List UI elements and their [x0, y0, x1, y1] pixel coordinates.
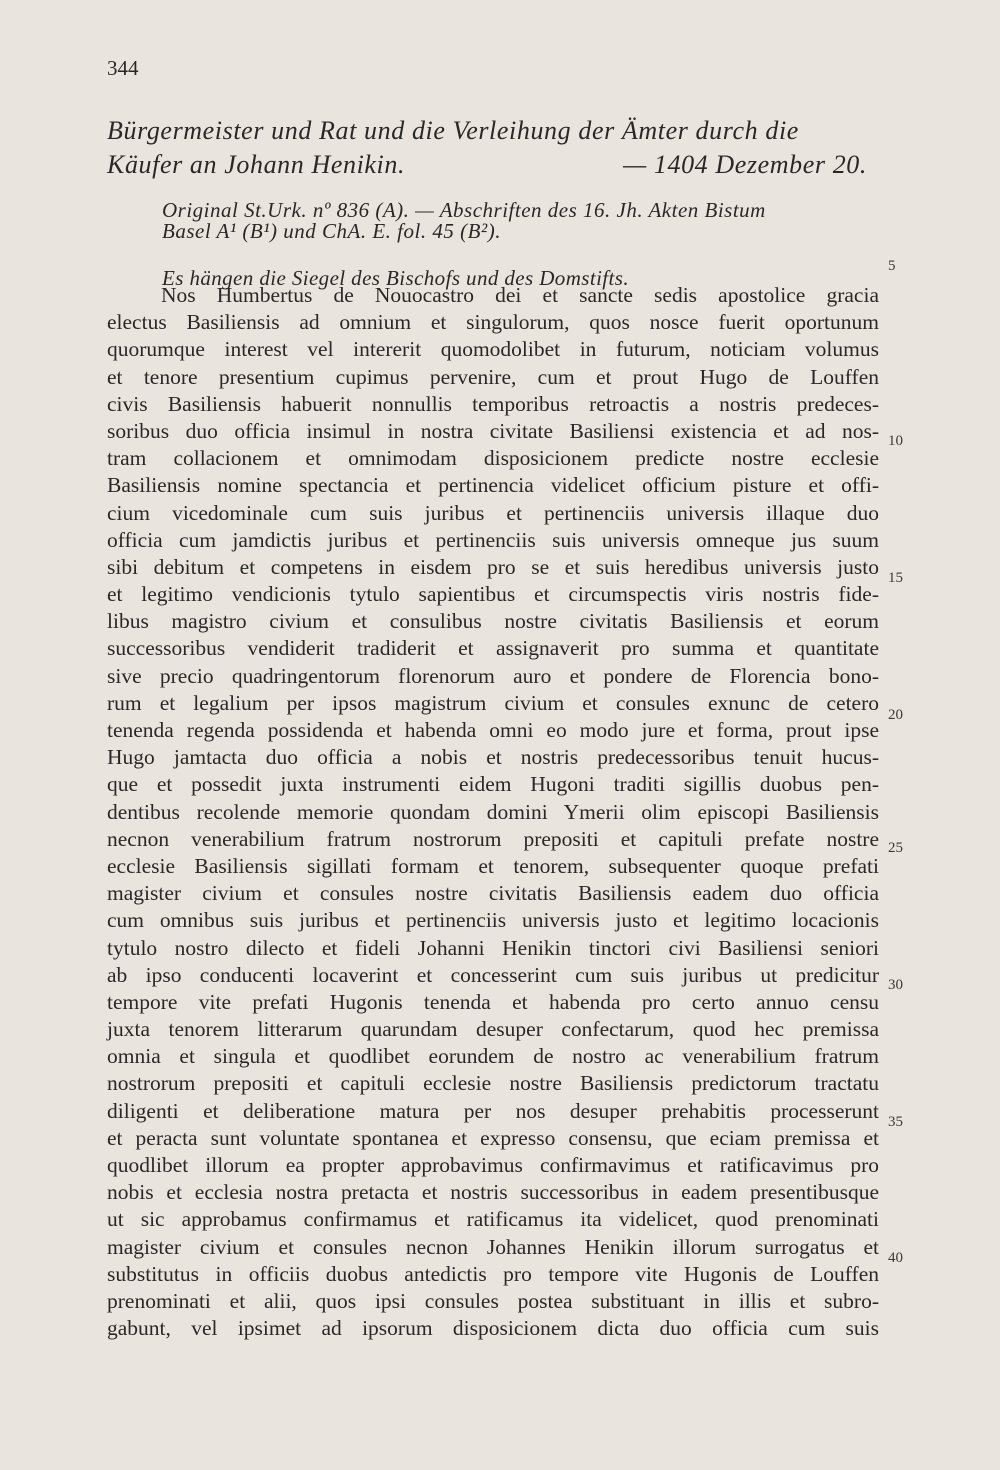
text-line: magister civium et consules necnon Johannes Henikin illorum surrogatus et: [107, 1234, 879, 1259]
text-line: ecclesie Basiliensis sigillati formam et tenorem, subsequenter quoque prefati: [107, 853, 879, 878]
text-line: tenenda regenda possidenda et habenda omni eo modo jure et forma, prout ipse: [107, 718, 879, 742]
text-line: cium vicedominale cum suis juribus et pertinenciis universis illaque duo: [107, 500, 879, 525]
charter-text: [107, 282, 879, 1342]
text-line: gabunt, vel ipsimet ad ipsorum disposicionem dicta duo officia cum suis: [107, 1316, 879, 1341]
text-line: quodlibet illorum ea propter approbavimus confirmavimus et ratificavimus pro: [107, 1153, 879, 1177]
title-text: Käufer an Johann Henikin.: [107, 150, 406, 179]
line-number: 35: [888, 1114, 903, 1130]
text-line: civis Basiliensis habuerit nonnullis temporibus retroactis a nostris predeces-: [107, 391, 879, 416]
text-line: quorumque interest vel intererit quomodolibet in futurum, noticiam volumus: [107, 337, 879, 362]
text-line: omnia et singula et quodlibet eorundem de nostro ac venerabilium fratrum: [107, 1044, 879, 1069]
line-number: 25: [888, 840, 903, 856]
source-line-2: Basel A¹ (B¹) und ChA. E. fol. 45 (B²).: [162, 219, 501, 243]
text-line: electus Basiliensis ad omnium et singulorum, quos nosce fuerit oportunum: [107, 310, 879, 335]
line-number: 30: [888, 977, 903, 993]
text-line: et peracta sunt voluntate spontanea et expresso consensu, que eciam premissa et: [107, 1125, 879, 1150]
text-line: diligenti et deliberatione matura per nos desuper prehabitis processerunt: [107, 1098, 879, 1123]
text-line: que et possedit juxta instrumenti eidem Hugoni traditi sigillis duobus pen-: [107, 772, 879, 797]
text-line: tram collacionem et omnimodam disposicionem predicte nostre ecclesie: [107, 446, 879, 471]
text-line: tempore vite prefati Hugonis tenenda et habenda pro certo annuo censu: [107, 989, 879, 1014]
text-line: sibi debitum et competens in eisdem pro se et suis heredibus universis justo: [107, 554, 879, 579]
text-line: magister civium et consules nostre civitatis Basiliensis eadem duo officia: [107, 881, 879, 906]
text-line: cum omnibus suis juribus et pertinenciis universis justo et legitimo locacionis: [107, 908, 879, 933]
text-line: Nos Humbertus de Nouocastro dei et sancte sedis apostolice gracia: [161, 283, 879, 307]
text-line: Basiliensis nomine spectancia et pertinencia videlicet officium pisture et offi-: [107, 473, 879, 498]
text-line: dentibus recolende memorie quondam domini Ymerii olim episcopi Basiliensis: [107, 799, 879, 824]
text-line: libus magistro civium et consulibus nostre civitatis Basiliensis et eorum: [107, 609, 879, 634]
source-note: [162, 200, 887, 242]
document-date: — 1404 Dezember 20.: [623, 150, 867, 179]
text-line: et tenore presentium cupimus pervenire, cum et prout Hugo de Louffen: [107, 364, 879, 389]
text-line: nostrorum prepositi et capituli ecclesie nostre Basiliensis predictorum tractatu: [107, 1071, 879, 1096]
text-line: soribus duo officia insimul in nostra civitate Basiliensi existencia et ad nos-: [107, 418, 879, 443]
text-line: ab ipso conducenti locaverint et concesserint cum suis juribus ut predicitur: [107, 962, 879, 987]
text-line: necnon venerabilium fratrum nostrorum prepositi et capituli prefate nostre: [107, 826, 879, 851]
text-line: ut sic approbamus confirmamus et ratificamus ita videlicet, quod prenominati: [107, 1207, 879, 1232]
line-number: 15: [888, 570, 903, 586]
source-line-1: Original St.Urk. nº 836 (A). — Abschriften des 16. Jh. Akten Bistum: [162, 198, 766, 222]
title-line-2: [107, 148, 887, 182]
text-line: prenominati et alii, quos ipsi consules postea substituant in illis et subro-: [107, 1288, 879, 1313]
text-line: successoribus vendiderit tradiderit et assignaverit pro summa et quantitate: [107, 636, 879, 661]
line-number: 10: [888, 433, 903, 449]
text-line: officia cum jamdictis juribus et pertinenciis suis universis omneque jus suum: [107, 527, 879, 552]
line-number: 20: [888, 707, 903, 723]
line-number: 40: [888, 1250, 903, 1266]
text-line: tytulo nostro dilecto et fideli Johanni Henikin tinctori civi Basiliensi seniori: [107, 935, 879, 960]
text-line: substitutus in officiis duobus antedictis pro tempore vite Hugonis de Louffen: [107, 1261, 879, 1286]
line-number: 5: [888, 258, 896, 274]
text-line: rum et legalium per ipsos magistrum civium et consules exnunc de cetero: [107, 690, 879, 715]
text-line: nobis et ecclesia nostra pretacta et nostris successoribus in eadem presentibusque: [107, 1180, 879, 1205]
text-line: et legitimo vendicionis tytulo sapientibus et circumspectis viris nostris fide-: [107, 582, 879, 607]
text-line: sive precio quadringentorum florenorum auro et pondere de Florencia bono-: [107, 663, 879, 688]
text-line: Hugo jamtacta duo officia a nobis et nostris predecessoribus tenuit hucus-: [107, 745, 879, 770]
page-number: 344: [107, 56, 139, 80]
title-line-1: Bürgermeister und Rat und die Verleihung der Ämter durch die: [107, 116, 799, 145]
seals-note: Es hängen die Siegel des Bischofs und des Domstifts.: [162, 266, 629, 290]
document-heading: [107, 114, 887, 291]
text-line: juxta tenorem litterarum quarundam desuper confectarum, quod hec premissa: [107, 1017, 879, 1042]
